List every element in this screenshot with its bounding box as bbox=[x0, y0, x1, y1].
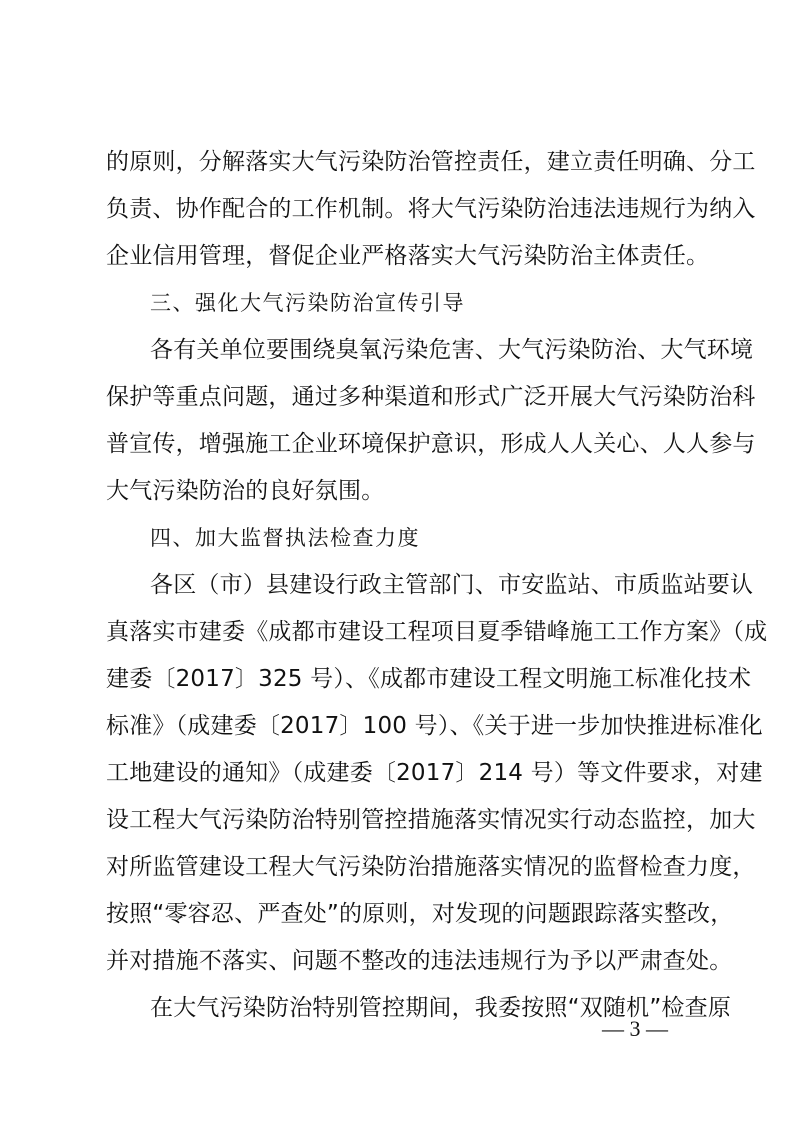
paragraph-line: 对所监管建设工程大气污染防治措施落实情况的监督检查力度， bbox=[106, 854, 756, 880]
paragraph-line: 负责、协作配合的工作机制。将大气污染防治违法违规行为纳入 bbox=[106, 196, 756, 222]
paragraph-line: 设工程大气污染防治特别管控措施落实情况实行动态监控，加大 bbox=[106, 807, 756, 833]
paragraph-line: 按照“零容忍、严查处”的原则，对发现的问题跟踪落实整改， bbox=[106, 901, 734, 927]
paragraph-line: 的原则，分解落实大气污染防治管控责任，建立责任明确、分工 bbox=[106, 149, 756, 175]
paragraph-line: 大气污染防治的良好氛围。 bbox=[106, 478, 385, 504]
paragraph-line: 真落实市建委《成都市建设工程项目夏季错峰施工工作方案》（成 bbox=[106, 619, 768, 645]
page-number: — 3 — bbox=[602, 1016, 668, 1041]
paragraph-line: 标准》（成建委〔2017〕100 号）、《关于进一步加快推进标准化 bbox=[106, 713, 763, 739]
paragraph-line: 保护等重点问题，通过多种渠道和形式广泛开展大气污染防治科 bbox=[106, 384, 756, 410]
paragraph-line: 企业信用管理，督促企业严格落实大气污染防治主体责任。 bbox=[106, 243, 710, 269]
paragraph-line: 各区（市）县建设行政主管部门、市安监站、市质监站要认 bbox=[150, 572, 754, 598]
paragraph-line: 建委〔2017〕325 号）、《成都市建设工程文明施工标准化技术 bbox=[106, 666, 752, 692]
section-heading: 三、强化大气污染防治宣传引导 bbox=[150, 291, 465, 315]
paragraph-line: 在大气污染防治特别管控期间，我委按照“双随机”检查原 bbox=[150, 995, 732, 1021]
paragraph-line: 并对措施不落实、问题不整改的违法违规行为予以严肃查处。 bbox=[106, 948, 733, 974]
paragraph-line: 各有关单位要围绕臭氧污染危害、大气污染防治、大气环境 bbox=[150, 337, 754, 363]
paragraph-line: 普宣传，增强施工企业环境保护意识，形成人人关心、人人参与 bbox=[106, 431, 756, 457]
paragraph-line: 工地建设的通知》（成建委〔2017〕214 号）等文件要求，对建 bbox=[106, 760, 763, 786]
section-heading: 四、加大监督执法检查力度 bbox=[150, 526, 420, 550]
